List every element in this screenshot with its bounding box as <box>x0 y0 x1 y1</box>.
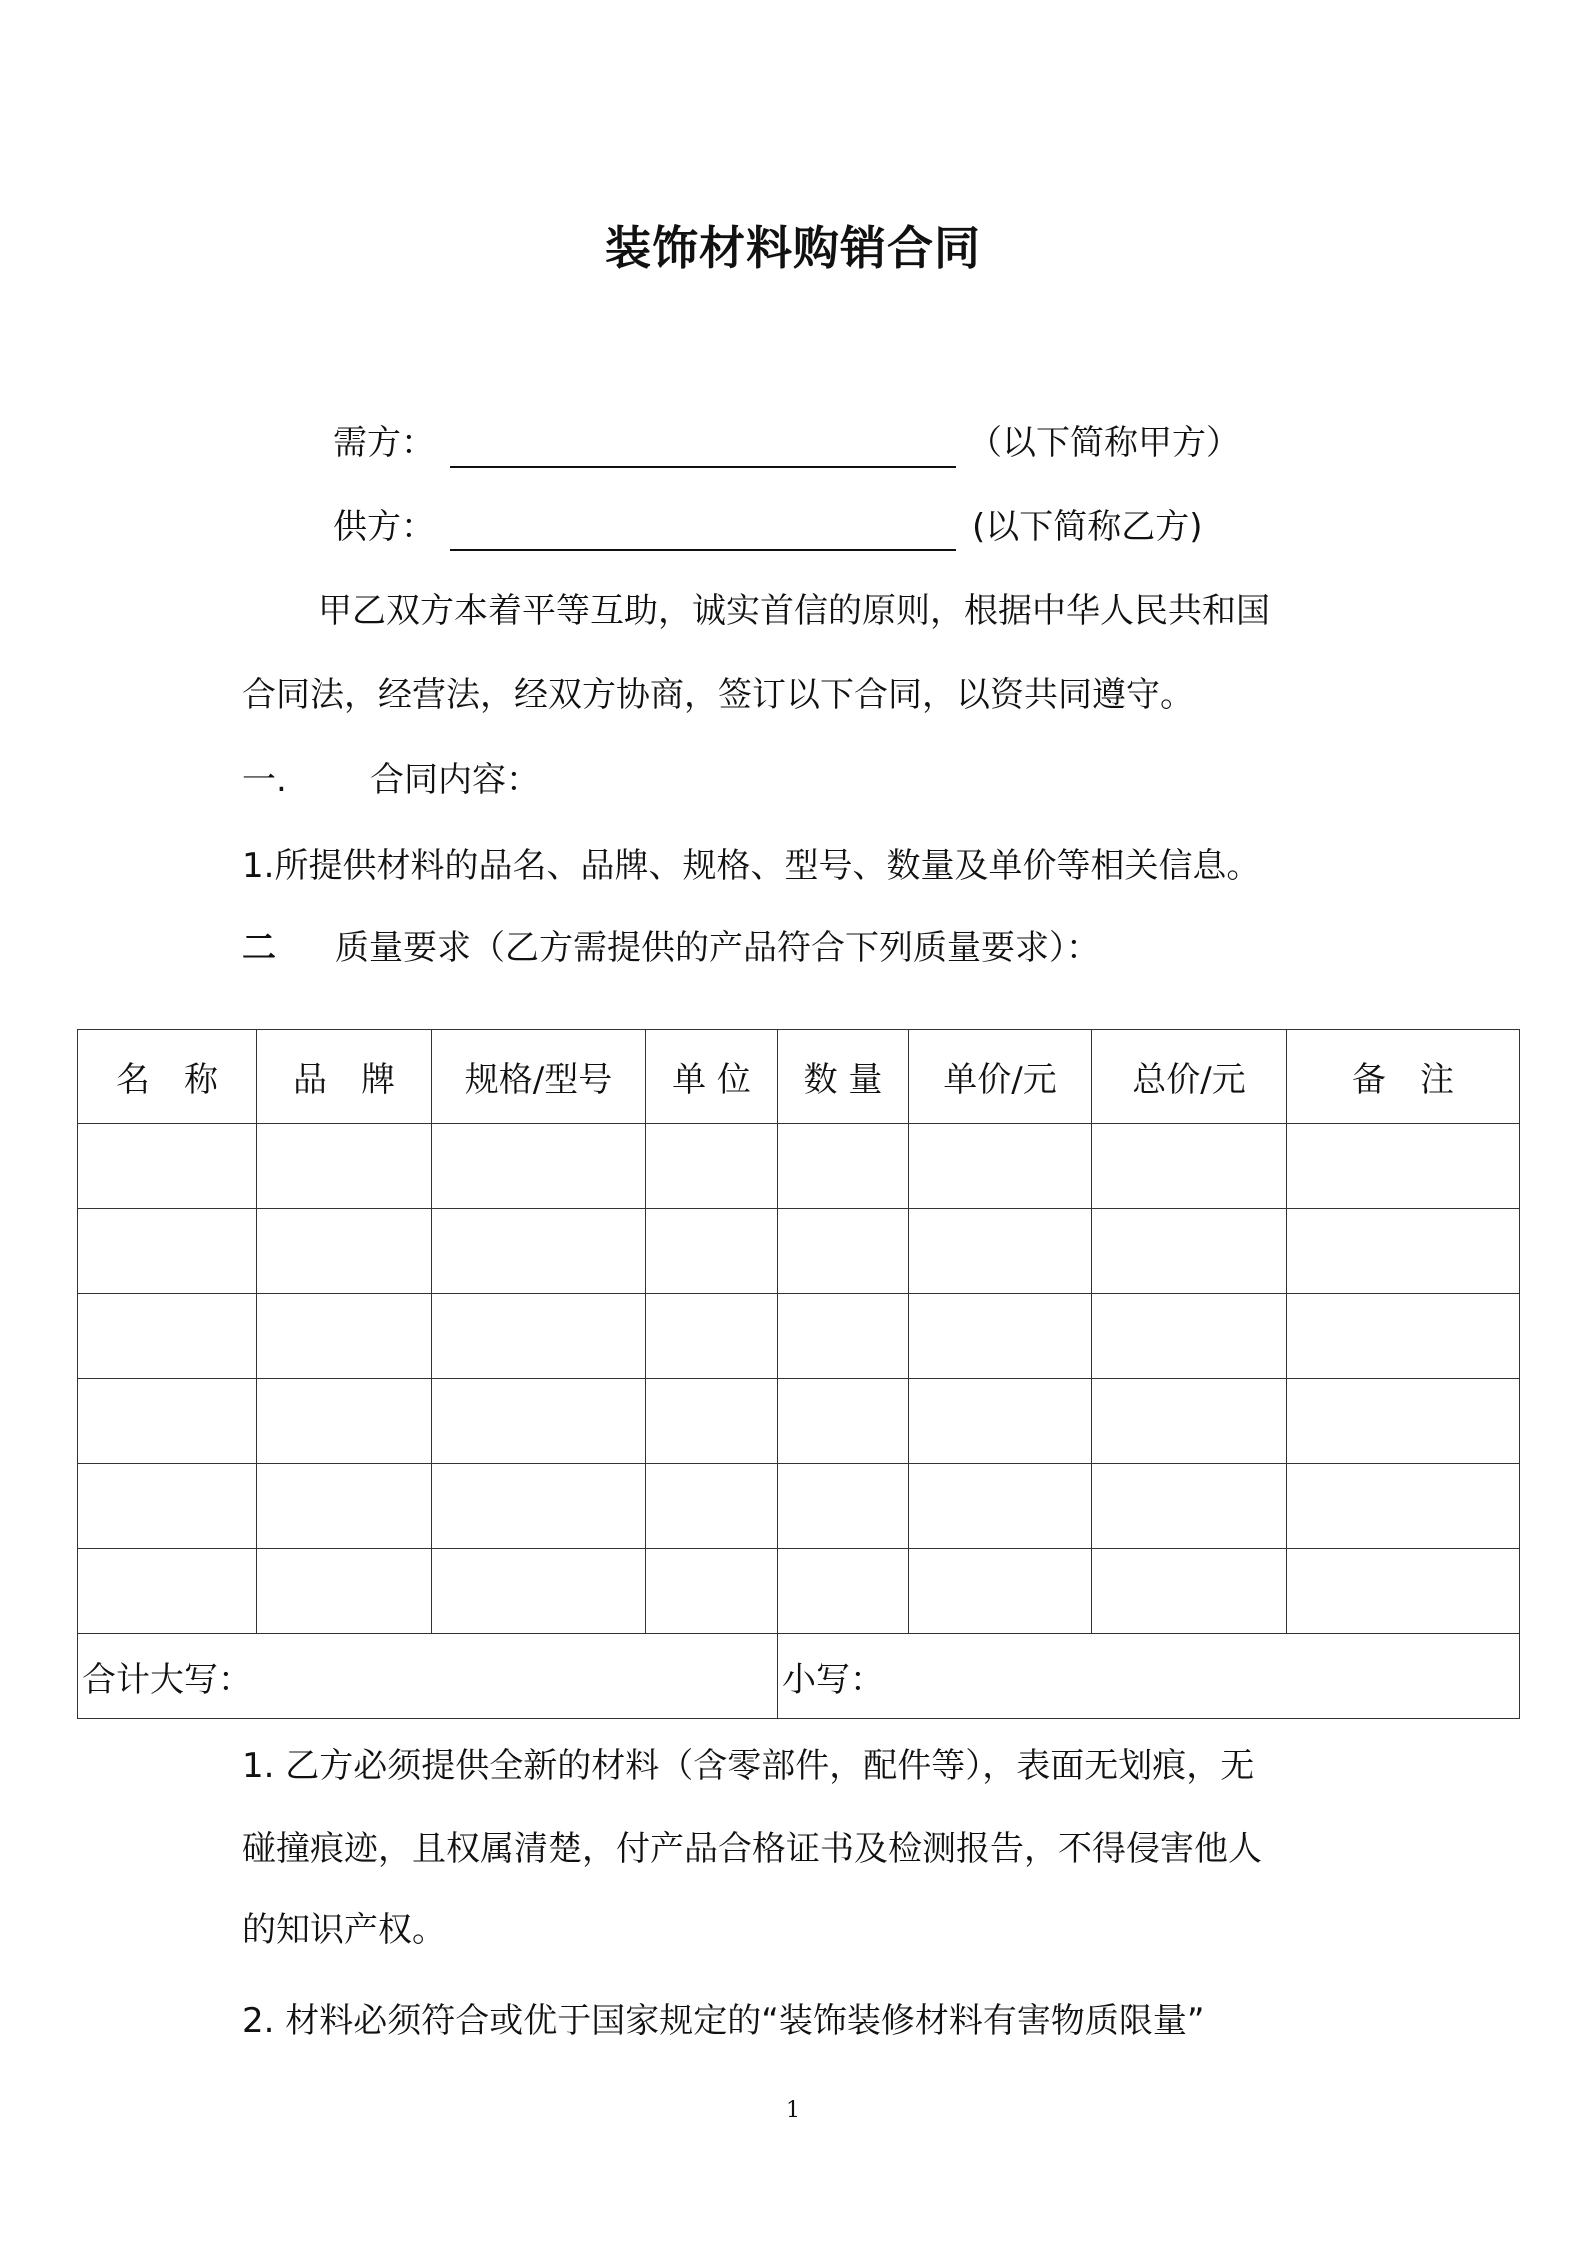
table-cell[interactable] <box>1092 1124 1287 1209</box>
table-cell[interactable] <box>778 1209 909 1294</box>
goods-table <box>77 1029 1520 1719</box>
table-cell[interactable] <box>257 1549 432 1634</box>
table-row <box>78 1464 1520 1549</box>
header-cell-spec-model: 规格/型号 <box>432 1030 646 1124</box>
intro-line-1: 甲乙双方本着平等互助，诚实首信的原则，根据中华人民共和国 <box>318 591 1270 631</box>
header-cell-quantity: 数 量 <box>778 1030 909 1124</box>
table-total-row <box>78 1634 1520 1719</box>
table-cell[interactable] <box>909 1549 1092 1634</box>
table-cell[interactable] <box>1287 1124 1520 1209</box>
supplier-label: 供方： <box>333 507 435 547</box>
intro-line-2: 合同法，经营法，经双方协商，签订以下合同，以资共同遵守。 <box>242 675 1194 715</box>
table-cell[interactable] <box>1092 1294 1287 1379</box>
table-cell[interactable] <box>778 1464 909 1549</box>
table-row <box>78 1379 1520 1464</box>
header-cell-unit: 单 位 <box>646 1030 778 1124</box>
table-cell[interactable] <box>78 1379 257 1464</box>
header-cell-remarks: 备 注 <box>1287 1030 1520 1124</box>
table-cell[interactable] <box>1092 1209 1287 1294</box>
table-cell[interactable] <box>432 1464 646 1549</box>
table-cell[interactable] <box>78 1124 257 1209</box>
table-cell[interactable] <box>1287 1379 1520 1464</box>
header-cell-unit-price: 单价/元 <box>909 1030 1092 1124</box>
table-cell[interactable] <box>778 1549 909 1634</box>
table-cell[interactable] <box>1092 1549 1287 1634</box>
table-cell[interactable] <box>646 1124 778 1209</box>
table-cell[interactable] <box>432 1549 646 1634</box>
table-cell[interactable] <box>78 1549 257 1634</box>
table-cell[interactable] <box>78 1294 257 1379</box>
total-uppercase-cell[interactable]: 合计大写： <box>78 1634 778 1719</box>
table-cell[interactable] <box>432 1124 646 1209</box>
table-cell[interactable] <box>778 1379 909 1464</box>
buyer-label: 需方： <box>333 423 435 463</box>
table-cell[interactable] <box>909 1294 1092 1379</box>
section-2-number: 二 <box>242 928 276 968</box>
table-row <box>78 1124 1520 1209</box>
table-cell[interactable] <box>432 1379 646 1464</box>
page-number: 1 <box>786 2098 800 2123</box>
header-cell-total-price: 总价/元 <box>1092 1030 1287 1124</box>
total-lowercase-cell[interactable]: 小写： <box>778 1634 1520 1719</box>
table-cell[interactable] <box>646 1294 778 1379</box>
table-cell[interactable] <box>909 1124 1092 1209</box>
section-1-item-1: 1.所提供材料的品名、品牌、规格、型号、数量及单价等相关信息。 <box>242 846 1261 886</box>
table-cell[interactable] <box>909 1209 1092 1294</box>
table-cell[interactable] <box>257 1209 432 1294</box>
table-cell[interactable] <box>257 1294 432 1379</box>
table-cell[interactable] <box>432 1209 646 1294</box>
table-row <box>78 1549 1520 1634</box>
table-cell[interactable] <box>778 1124 909 1209</box>
clause-1-line-1: 1. 乙方必须提供全新的材料（含零部件，配件等），表面无划痕，无 <box>242 1746 1255 1786</box>
table-row <box>78 1209 1520 1294</box>
section-1-heading: 合同内容： <box>370 760 540 800</box>
section-1-number: 一. <box>242 760 287 800</box>
table-cell[interactable] <box>257 1124 432 1209</box>
table-cell[interactable] <box>257 1379 432 1464</box>
table-cell[interactable] <box>1287 1209 1520 1294</box>
table-cell[interactable] <box>646 1379 778 1464</box>
clause-1-line-3: 的知识产权。 <box>242 1910 446 1950</box>
table-cell[interactable] <box>778 1294 909 1379</box>
table-cell[interactable] <box>909 1379 1092 1464</box>
table-cell[interactable] <box>646 1209 778 1294</box>
clause-2-line-1: 2. 材料必须符合或优于国家规定的“装饰装修材料有害物质限量” <box>242 2001 1205 2041</box>
buyer-name-blank[interactable] <box>450 466 956 468</box>
table-cell[interactable] <box>909 1464 1092 1549</box>
table-cell[interactable] <box>1287 1464 1520 1549</box>
table-row <box>78 1294 1520 1379</box>
supplier-name-blank[interactable] <box>450 549 956 551</box>
table-cell[interactable] <box>78 1464 257 1549</box>
table-cell[interactable] <box>78 1209 257 1294</box>
buyer-suffix: （以下简称甲方） <box>968 423 1240 463</box>
table-cell[interactable] <box>257 1464 432 1549</box>
document-title: 装饰材料购销合同 <box>605 221 981 275</box>
header-cell-brand: 品 牌 <box>257 1030 432 1124</box>
clause-1-line-2: 碰撞痕迹，且权属清楚，付产品合格证书及检测报告，不得侵害他人 <box>242 1829 1262 1869</box>
table-cell[interactable] <box>646 1549 778 1634</box>
table-cell[interactable] <box>1092 1379 1287 1464</box>
table-cell[interactable] <box>432 1294 646 1379</box>
table-cell[interactable] <box>1092 1464 1287 1549</box>
table-cell[interactable] <box>1287 1294 1520 1379</box>
header-cell-name: 名 称 <box>78 1030 257 1124</box>
table-cell[interactable] <box>646 1464 778 1549</box>
section-2-heading: 质量要求（乙方需提供的产品符合下列质量要求）： <box>335 928 1100 968</box>
supplier-suffix: (以下简称乙方) <box>972 507 1203 547</box>
table-cell[interactable] <box>1287 1549 1520 1634</box>
table-header-row <box>78 1030 1520 1124</box>
